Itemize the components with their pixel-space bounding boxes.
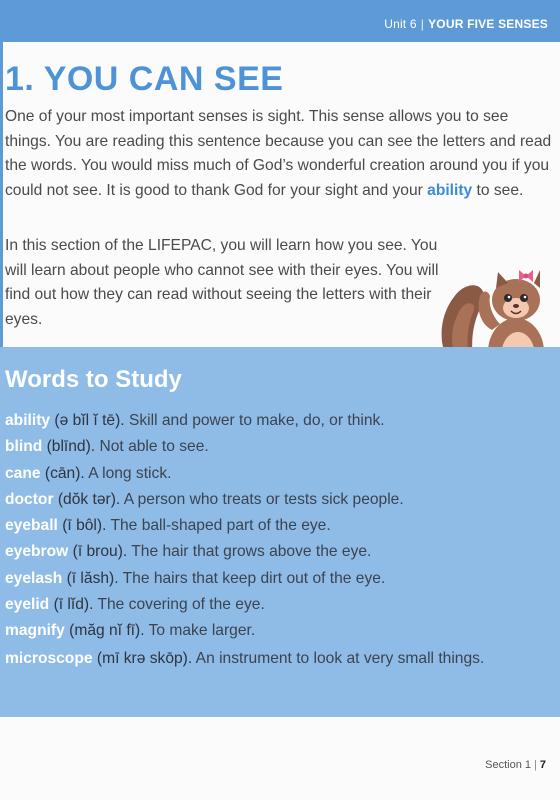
vocabulary-term: ability	[5, 412, 51, 429]
page-footer	[485, 759, 546, 771]
vocabulary-list	[0, 408, 548, 670]
intro-text-start: One of your most important senses is sight. This sense allows you to see things. You are reading this sentence because you can see the letters and read the words. You would miss much of God’s wonderful creation around you if you could not see. It is good to thank God for your sight and your	[5, 108, 552, 199]
vocabulary-term: magnify	[5, 622, 65, 640]
vocabulary-pronunciation: (cān).	[44, 464, 85, 482]
vocabulary-entry	[0, 645, 548, 670]
vocabulary-definition: Not able to see.	[95, 438, 209, 456]
vocabulary-definition: The covering of the eye.	[93, 596, 265, 614]
vocabulary-definition: The hair that grows above the eye.	[127, 543, 372, 561]
vocabulary-definition: A long stick.	[84, 464, 172, 482]
footer-section: Section 1	[485, 759, 532, 771]
vocabulary-pronunciation: (ə bĭl ĭ tē).	[54, 412, 125, 429]
accent-strip	[0, 42, 3, 347]
vocabulary-definition: A person who treats or tests sick people.	[120, 490, 404, 508]
unit-header-bar	[0, 0, 560, 42]
vocabulary-definition: To make larger.	[144, 622, 256, 640]
vocabulary-term: eyebrow	[5, 543, 69, 561]
vocabulary-definition: An instrument to look at very small things.	[192, 649, 485, 667]
vocabulary-term: doctor	[5, 490, 54, 508]
page-number: 7	[539, 759, 546, 771]
vocabulary-entry	[0, 566, 548, 592]
intro-text-end: to see.	[472, 181, 524, 199]
unit-title: YOUR FIVE SENSES	[428, 17, 548, 31]
vocabulary-entry	[0, 461, 548, 487]
vocabulary-pronunciation: (dŏk tər).	[57, 490, 121, 508]
unit-number: Unit 6	[384, 17, 417, 31]
vocabulary-entry	[0, 539, 548, 565]
vocabulary-definition: The hairs that keep dirt out of the eye.	[118, 569, 386, 587]
vocabulary-definition: Skill and power to make, do, or think.	[124, 412, 385, 429]
vocabulary-term: blind	[5, 438, 43, 456]
vocabulary-term: eyelash	[5, 569, 63, 587]
vocabulary-term: eyeball	[5, 517, 58, 535]
vocabulary-entry	[0, 487, 548, 513]
vocabulary-term: cane	[5, 464, 41, 482]
vocabulary-pronunciation: (ī lĭd).	[53, 596, 94, 614]
vocabulary-pronunciation: (măg nĭ fī).	[69, 622, 145, 640]
vocabulary-pronunciation: (blīnd).	[46, 438, 96, 456]
intro-paragraph	[5, 105, 553, 203]
vocabulary-term: eyelid	[5, 596, 50, 614]
vocabulary-pronunciation: (ī lăsh).	[66, 569, 119, 587]
vocabulary-term: microscope	[5, 649, 93, 667]
vocabulary-pronunciation: (ī bôl).	[62, 517, 107, 535]
unit-label	[384, 17, 548, 31]
header-divider: |	[420, 17, 425, 31]
vocabulary-definition: The ball-shaped part of the eye.	[106, 517, 331, 535]
vocabulary-pronunciation: (mī krə skōp).	[96, 649, 193, 667]
words-to-study-heading: Words to Study	[5, 366, 182, 393]
vocab-word-ability: ability	[427, 181, 473, 199]
section-overview-paragraph: In this section of the LIFEPAC, you will learn how you see. You will learn about people who cannot see with their eyes. You will find out how they can read without seeing the letters with their eyes.	[5, 237, 439, 328]
vocabulary-entry	[0, 618, 548, 644]
vocabulary-entry	[0, 513, 548, 539]
footer-divider: |	[534, 759, 537, 771]
vocabulary-entry	[0, 408, 548, 434]
vocabulary-entry	[0, 592, 548, 618]
section-title: 1. YOU CAN SEE	[5, 60, 284, 98]
vocabulary-entry	[0, 434, 548, 460]
vocabulary-pronunciation: (ī brou).	[72, 543, 128, 561]
